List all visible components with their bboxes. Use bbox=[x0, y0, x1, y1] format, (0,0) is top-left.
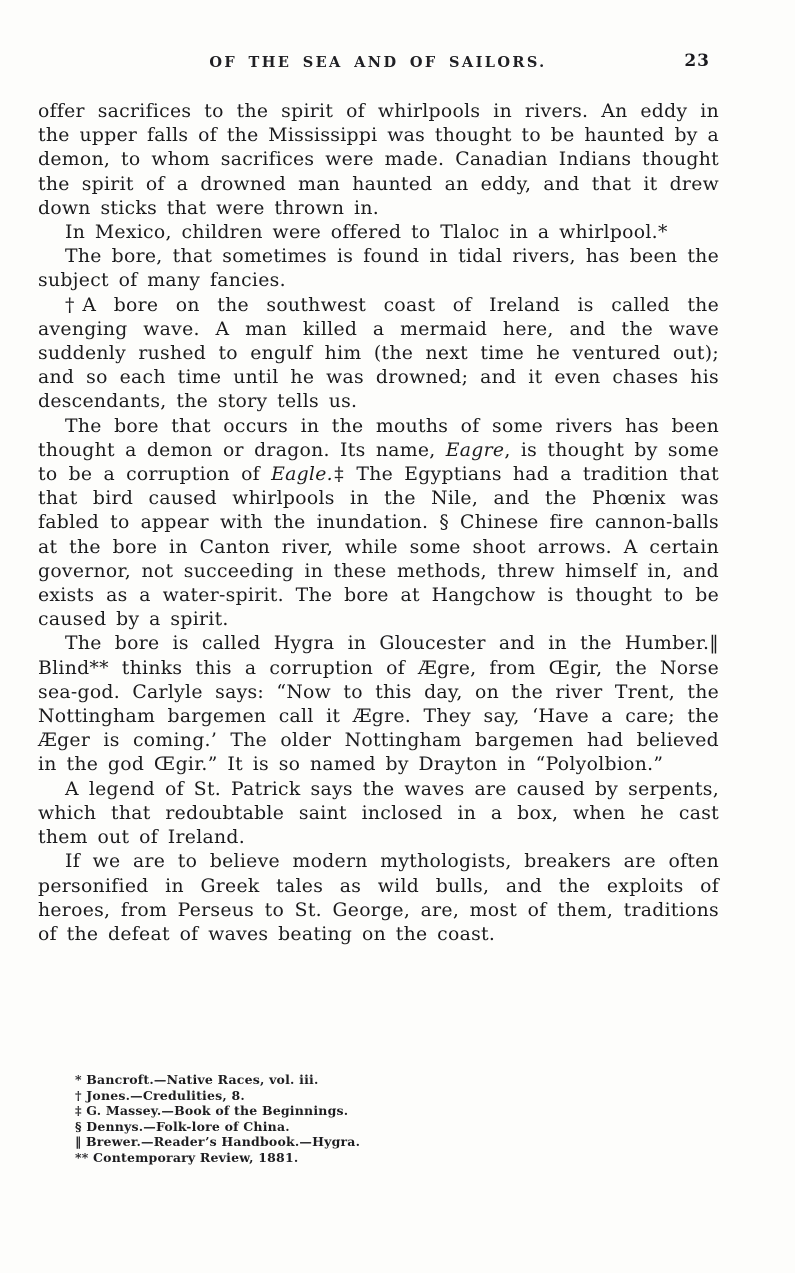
text-run: In Mexico, children were offered to Tlaloc in a whirlpool.* bbox=[65, 222, 668, 244]
page-body bbox=[38, 100, 719, 947]
footnotes-block bbox=[75, 1072, 695, 1166]
text-run: The bore is called Hygra in Gloucester and in the Humber.‖ Blind** thinks this a corruption of Ægre, from Œgir, the Norse sea-god. Carlyle says: “Now to this day, on the river Trent, the Nottingham bargemen call it Ægre. They say, ‘Have a care; the Æger is coming.’ The older Nottingham bargemen had believed in the god Œgir.” It is so named by Drayton in “Polyolbion.” bbox=[38, 633, 719, 776]
paragraph bbox=[38, 415, 719, 633]
footnote: ‖ Brewer.—Reader’s Handbook.—Hygra. bbox=[75, 1134, 361, 1150]
page-number: 23 bbox=[684, 51, 710, 71]
paragraph bbox=[38, 632, 719, 777]
footnote: † Jones.—Credulities, 8. bbox=[75, 1087, 245, 1103]
italic-text-run: Eagle. bbox=[271, 464, 333, 486]
text-run: ‡ The Egyptians had a tradition that that bird caused whirlpools in the Nile, and the Phœnix was fabled to appear with the inundation. § Chinese fire cannon-balls at the bore in Canton river, while some shoot arrows. A certain governor, not succeeding in these methods, threw himself in, and exists as a water-spirit. The bore at Hangchow is thought to be caused by a spirit. bbox=[38, 464, 719, 631]
footnote: ‡ G. Massey.—Book of the Beginnings. bbox=[75, 1103, 349, 1119]
text-run: , is thought by some to be a corruption of bbox=[38, 439, 719, 486]
paragraph bbox=[38, 221, 719, 245]
text-run: †A bore on the southwest coast of Ireland is called the avenging wave. A man killed a mermaid here, and the wave suddenly rushed to engulf him (the next time he ventured out); and so each time until he was drowned; and it even chases his descendants, the story tells us. bbox=[38, 294, 719, 413]
text-run: The bore that occurs in the mouths of some rivers has been thought a demon or dragon. Its name, bbox=[38, 415, 719, 461]
paragraph bbox=[38, 100, 719, 221]
paragraph bbox=[38, 778, 719, 851]
paragraph bbox=[38, 850, 719, 947]
italic-text-run: Eagre bbox=[445, 439, 505, 461]
running-title: OF THE SEA AND OF SAILORS. bbox=[209, 54, 547, 71]
text-run: The bore, that sometimes is found in tidal rivers, has been the subject of many fancies. bbox=[38, 246, 719, 292]
paragraph bbox=[38, 294, 719, 415]
text-run: If we are to believe modern mythologists, breakers are often personified in Greek tales as wild bulls, and the exploits of heroes, from Perseus to St. George, are, most of them, traditions of the defeat of waves beating on the coast. bbox=[38, 851, 719, 945]
footnote: * Bancroft.—Native Races, vol. iii. bbox=[75, 1072, 319, 1087]
footnote: ** Contemporary Review, 1881. bbox=[75, 1149, 299, 1165]
page-header bbox=[38, 51, 718, 76]
footnote: § Dennys.—Folk-lore of China. bbox=[75, 1118, 290, 1134]
text-run: A legend of St. Patrick says the waves are caused by serpents, which that redoubtable saint inclosed in a box, when he cast them out of Ireland. bbox=[38, 778, 719, 849]
text-run: offer sacrifices to the spirit of whirlpools in rivers. An eddy in the upper falls of the Mississippi was thought to be haunted by a demon, to whom sacrifices were made. Canadian Indians thought the spirit of a drowned man haunted an eddy, and that it drew down sticks that were thrown in. bbox=[38, 101, 719, 219]
paragraph bbox=[38, 245, 719, 293]
